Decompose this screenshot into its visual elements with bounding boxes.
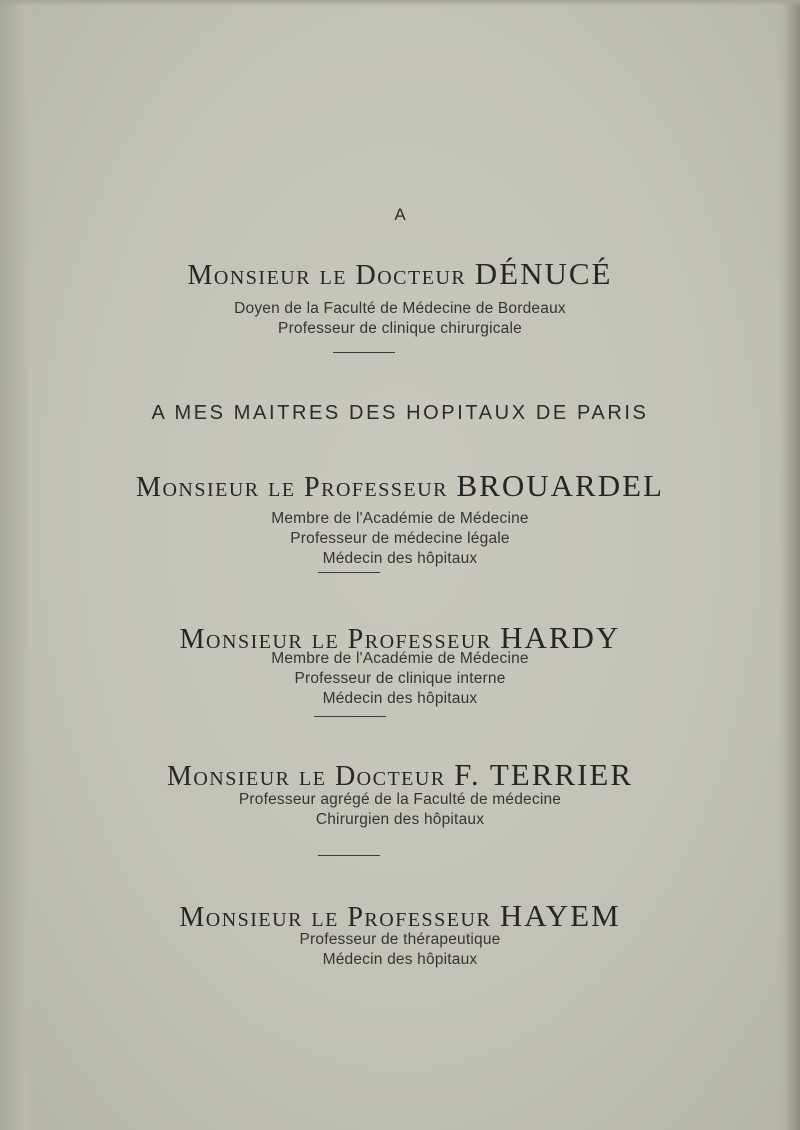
dedication-line: Membre de l'Académie de Médecine (271, 510, 529, 527)
masters-heading: A MES MAITRES DES HOPITAUX DE PARIS (151, 402, 649, 424)
page-edge-top (0, 0, 800, 6)
separator-rule (314, 716, 386, 717)
title-prefix: Monsieur le Professeur (179, 902, 492, 933)
title-prefix: Monsieur le Professeur (136, 472, 448, 503)
title-name: F. TERRIER (454, 757, 634, 792)
dedication-line: Professeur de thérapeutique (299, 931, 501, 948)
title-name: DÉNUCÉ (474, 256, 613, 291)
title-prefix: Monsieur le Docteur (187, 260, 467, 291)
dedication-line: Membre de l'Académie de Médecine (271, 650, 529, 667)
dedication-title-brouardel (0, 468, 800, 504)
dedication-line: Professeur de médecine légale (290, 530, 510, 547)
separator-rule (318, 855, 380, 856)
dedication-line: Médecin des hôpitaux (322, 550, 478, 567)
title-name: HAYEM (499, 898, 621, 933)
dedication-line: Médecin des hôpitaux (322, 951, 478, 968)
dedication-line: Professeur agrégé de la Faculté de médecine (238, 791, 562, 808)
title-prefix: Monsieur le Docteur (166, 761, 446, 792)
dedication-line: Professeur de clinique chirurgicale (278, 320, 522, 337)
title-name: HARDY (500, 620, 621, 655)
title-prefix: Monsieur le Professeur (179, 624, 492, 655)
dedication-title-denuce (0, 256, 800, 292)
dedication-line: Chirurgien des hôpitaux (315, 811, 485, 828)
title-name: BROUARDEL (456, 468, 664, 503)
dedication-heading-a: A (394, 205, 406, 224)
dedication-line: Doyen de la Faculté de Médecine de Bordeaux (234, 300, 566, 317)
separator-rule (318, 572, 380, 573)
dedication-title-terrier (0, 757, 800, 793)
separator-rule (333, 352, 395, 353)
dedication-line: Professeur de clinique interne (294, 670, 506, 687)
dedication-line: Médecin des hôpitaux (322, 690, 478, 707)
